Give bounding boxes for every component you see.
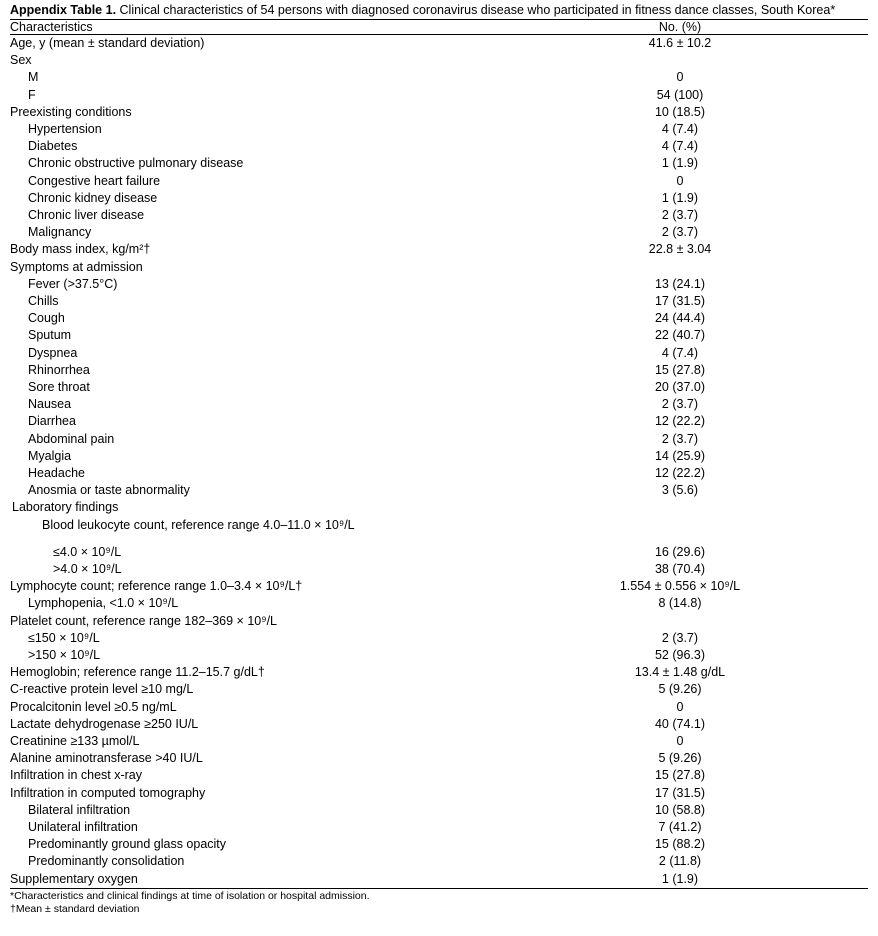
characteristic-cell: [10, 138, 550, 155]
spacer-cell: [810, 327, 868, 344]
table-row: [10, 561, 868, 578]
spacer-cell: [810, 630, 868, 647]
characteristic-label: F: [28, 87, 36, 102]
characteristic-label: >150 × 10⁹/L: [28, 647, 101, 662]
characteristic-cell: [10, 767, 550, 784]
table-row: [10, 613, 868, 630]
count-percent-cell: 1.554 ± 0.556 × 10⁹/L: [619, 579, 741, 594]
characteristic-label: Creatinine ≥133 µmol/L: [10, 733, 140, 748]
table-row: [10, 379, 868, 396]
count-percent-cell: 38 (70.4): [654, 561, 706, 576]
characteristic-cell: [10, 578, 550, 595]
footnote-mean-sd: †Mean ± standard deviation: [10, 902, 140, 915]
count-percent-cell: 1 (1.9): [661, 190, 699, 205]
characteristic-cell: [10, 733, 550, 750]
characteristic-cell: [10, 207, 550, 224]
table-row: [10, 836, 868, 853]
characteristic-cell: [10, 544, 550, 561]
spacer-cell: [810, 853, 868, 870]
table-row: [10, 750, 868, 767]
table-row: [10, 448, 868, 465]
table-row: [10, 293, 868, 310]
spacer-cell: [810, 664, 868, 681]
characteristic-cell: [10, 664, 550, 681]
count-percent-cell: 8 (14.8): [658, 596, 702, 611]
characteristic-cell: [10, 121, 550, 138]
table-row: [10, 716, 868, 733]
characteristic-cell: [10, 699, 550, 716]
characteristic-label: Supplementary oxygen: [10, 871, 138, 886]
caption-label: Appendix Table 1.: [10, 3, 117, 17]
count-percent-cell: 10 (58.8): [654, 802, 706, 817]
characteristic-label: Procalcitonin level ≥0.5 ng/mL: [10, 699, 177, 714]
characteristic-label: Blood leukocyte count, reference range 4.0–11.0 × 10⁹/L: [42, 517, 355, 532]
table-row: [10, 276, 868, 293]
spacer-cell: [810, 681, 868, 698]
characteristic-label: Bilateral infiltration: [28, 802, 131, 817]
characteristic-label: ≤150 × 10⁹/L: [28, 630, 100, 645]
spacer-cell: [810, 517, 868, 544]
characteristic-label: Sex: [10, 53, 32, 68]
characteristics-table: [10, 19, 868, 889]
spacer-cell: [810, 345, 868, 362]
spacer-cell: [810, 871, 868, 889]
count-percent-cell: 41.6 ± 10.2: [648, 36, 712, 50]
count-percent-cell: 10 (18.5): [654, 104, 706, 119]
characteristic-label: C-reactive protein level ≥10 mg/L: [10, 682, 194, 697]
table-row: [10, 785, 868, 802]
table-body: [10, 35, 868, 889]
table-row: [10, 52, 868, 69]
count-percent-cell: 22 (40.7): [654, 328, 706, 343]
count-percent-cell: 24 (44.4): [654, 311, 706, 326]
spacer-cell: [810, 750, 868, 767]
table-row: [10, 871, 868, 889]
characteristic-label: Sputum: [28, 328, 72, 343]
characteristic-label: Abdominal pain: [28, 431, 115, 446]
characteristic-cell: [10, 327, 550, 344]
count-percent-cell: 20 (37.0): [654, 380, 706, 395]
characteristic-cell: [10, 499, 550, 516]
table-row: [10, 465, 868, 482]
characteristic-cell: [10, 155, 550, 172]
characteristic-cell: [10, 173, 550, 190]
spacer-cell: [810, 499, 868, 516]
table-row: [10, 853, 868, 870]
characteristic-label: Diabetes: [28, 139, 78, 154]
count-percent-cell: 54 (100): [656, 87, 704, 102]
spacer-cell: [810, 52, 868, 69]
document: [10, 0, 868, 916]
table-row: [10, 544, 868, 561]
table-row: [10, 630, 868, 647]
spacer-cell: [810, 155, 868, 172]
characteristic-cell: [10, 561, 550, 578]
characteristic-label: Chronic obstructive pulmonary disease: [28, 156, 244, 171]
spacer-cell: [810, 413, 868, 430]
spacer-cell: [810, 802, 868, 819]
table-row: [10, 345, 868, 362]
characteristic-cell: [10, 517, 550, 544]
characteristic-cell: [10, 750, 550, 767]
table-row: [10, 241, 868, 258]
characteristic-cell: [10, 681, 550, 698]
count-percent-cell: 2 (3.7): [661, 208, 699, 223]
spacer-cell: [810, 173, 868, 190]
spacer-cell: [810, 544, 868, 561]
characteristic-cell: [10, 224, 550, 241]
characteristic-cell: [10, 259, 550, 276]
header-characteristics: Characteristics: [10, 20, 93, 34]
count-percent-cell: 15 (27.8): [654, 768, 706, 783]
table-row: [10, 595, 868, 612]
characteristic-label: Cough: [28, 311, 65, 326]
spacer-cell: [810, 613, 868, 630]
spacer-cell: [810, 190, 868, 207]
spacer-cell: [810, 396, 868, 413]
count-percent-cell: [550, 613, 810, 630]
characteristic-cell: [10, 802, 550, 819]
spacer-cell: [810, 595, 868, 612]
spacer-cell: [810, 561, 868, 578]
table-row: [10, 733, 868, 750]
spacer-cell: [810, 138, 868, 155]
table-row: [10, 819, 868, 836]
count-percent-cell: 7 (41.2): [658, 819, 702, 834]
table-row: [10, 207, 868, 224]
count-percent-cell: 0: [676, 733, 684, 748]
table-row: [10, 517, 868, 544]
spacer-cell: [810, 465, 868, 482]
characteristic-label: Predominantly consolidation: [28, 854, 185, 869]
table-row: [10, 482, 868, 499]
count-percent-cell: 40 (74.1): [654, 716, 706, 731]
characteristic-cell: [10, 836, 550, 853]
spacer-cell: [810, 647, 868, 664]
table-row: [10, 681, 868, 698]
table-row: [10, 767, 868, 784]
characteristic-label: Symptoms at admission: [10, 259, 143, 274]
spacer-cell: [810, 310, 868, 327]
characteristic-cell: [10, 431, 550, 448]
characteristic-label: Lymphocyte count; reference range 1.0–3.4 × 10⁹/L†: [10, 579, 303, 594]
spacer-cell: [810, 104, 868, 121]
characteristic-cell: [10, 52, 550, 69]
characteristic-label: Platelet count, reference range 182–369 × 10⁹/L: [10, 613, 278, 628]
characteristic-cell: [10, 69, 550, 86]
characteristic-cell: [10, 241, 550, 258]
characteristic-cell: [10, 647, 550, 664]
spacer-cell: [810, 716, 868, 733]
spacer-cell: [810, 431, 868, 448]
characteristic-cell: [10, 87, 550, 104]
characteristic-label: Lactate dehydrogenase ≥250 IU/L: [10, 716, 199, 731]
table-row: [10, 104, 868, 121]
count-percent-cell: 2 (3.7): [661, 225, 699, 240]
count-percent-cell: 0: [676, 70, 684, 85]
table-row: [10, 259, 868, 276]
table-row: [10, 431, 868, 448]
table-row: [10, 499, 868, 516]
spacer-cell: [810, 87, 868, 104]
count-percent-cell: 1 (1.9): [661, 156, 699, 171]
table-caption: [10, 0, 868, 18]
spacer-cell: [810, 482, 868, 499]
table-row: [10, 327, 868, 344]
spacer-cell: [810, 276, 868, 293]
count-percent-cell: [550, 517, 810, 544]
count-percent-cell: 4 (7.4): [661, 139, 699, 154]
characteristic-label: Chills: [28, 294, 59, 309]
count-percent-cell: 2 (3.7): [661, 431, 699, 446]
count-percent-cell: 5 (9.26): [658, 751, 702, 766]
count-percent-cell: 17 (31.5): [654, 785, 706, 800]
count-percent-cell: [550, 259, 810, 276]
table-row: [10, 173, 868, 190]
characteristic-label: Myalgia: [28, 448, 72, 463]
characteristic-cell: [10, 630, 550, 647]
characteristic-label: Alanine aminotransferase >40 IU/L: [10, 751, 203, 766]
spacer-cell: [810, 293, 868, 310]
spacer-cell: [810, 69, 868, 86]
footnote-isolation: *Characteristics and clinical findings at time of isolation or hospital admission.: [10, 889, 370, 902]
characteristic-label: M: [28, 70, 39, 85]
count-percent-cell: 15 (88.2): [654, 837, 706, 852]
characteristic-label: Unilateral infiltration: [28, 819, 138, 834]
spacer-cell: [810, 836, 868, 853]
count-percent-cell: 52 (96.3): [654, 647, 706, 662]
table-row: [10, 138, 868, 155]
table-row: [10, 69, 868, 86]
table-row: [10, 578, 868, 595]
characteristic-label: Hypertension: [28, 122, 102, 137]
characteristic-label: Predominantly ground glass opacity: [28, 837, 227, 852]
characteristic-cell: [10, 613, 550, 630]
table-row: [10, 87, 868, 104]
count-percent-cell: 22.8 ± 3.04: [648, 242, 712, 257]
spacer-cell: [810, 259, 868, 276]
count-percent-cell: 12 (22.2): [654, 414, 706, 429]
characteristic-label: Body mass index, kg/m²†: [10, 242, 151, 257]
characteristic-label: Congestive heart failure: [28, 173, 161, 188]
header-count-percent: No. (%): [658, 20, 702, 34]
table-row: [10, 699, 868, 716]
count-percent-cell: 13.4 ± 1.48 g/dL: [634, 665, 726, 680]
characteristic-cell: [10, 465, 550, 482]
table-header-row: [10, 20, 868, 35]
characteristic-cell: [10, 310, 550, 327]
table-row: [10, 190, 868, 207]
characteristic-label: Infiltration in chest x-ray: [10, 768, 142, 783]
characteristic-cell: [10, 276, 550, 293]
table-row: [10, 155, 868, 172]
table-row: [10, 396, 868, 413]
characteristic-label: Malignancy: [28, 225, 92, 240]
characteristic-cell: [10, 362, 550, 379]
caption-text: Clinical characteristics of 54 persons with diagnosed coronavirus disease who participated in fitness dance classes, South Korea*: [116, 3, 836, 17]
characteristic-label: Diarrhea: [28, 414, 76, 429]
characteristic-cell: [10, 190, 550, 207]
spacer-cell: [810, 224, 868, 241]
count-percent-cell: 17 (31.5): [654, 294, 706, 309]
count-percent-cell: 2 (3.7): [661, 397, 699, 412]
table-row: [10, 362, 868, 379]
spacer-cell: [810, 578, 868, 595]
table-row: [10, 310, 868, 327]
spacer-cell: [810, 241, 868, 258]
characteristic-label: Headache: [28, 466, 85, 481]
table-row: [10, 664, 868, 681]
characteristic-cell: [10, 293, 550, 310]
characteristic-label: Dyspnea: [28, 345, 78, 360]
characteristic-label: Fever (>37.5°C): [28, 276, 118, 291]
count-percent-cell: 16 (29.6): [654, 544, 706, 559]
table-row: [10, 35, 868, 53]
count-percent-cell: 13 (24.1): [654, 276, 706, 291]
characteristic-cell: [10, 716, 550, 733]
table-row: [10, 802, 868, 819]
characteristic-label: >4.0 × 10⁹/L: [53, 561, 122, 576]
characteristic-cell: [10, 379, 550, 396]
table-row: [10, 647, 868, 664]
spacer-cell: [810, 448, 868, 465]
table-row: [10, 413, 868, 430]
characteristic-cell: [10, 345, 550, 362]
count-percent-cell: 12 (22.2): [654, 466, 706, 481]
characteristic-label: Rhinorrhea: [28, 362, 90, 377]
spacer-cell: [810, 785, 868, 802]
count-percent-cell: 2 (11.8): [658, 854, 702, 869]
count-percent-cell: 1 (1.9): [661, 871, 699, 886]
characteristic-cell: [10, 35, 550, 53]
count-percent-cell: 2 (3.7): [661, 630, 699, 645]
characteristic-cell: [10, 396, 550, 413]
characteristic-label: Lymphopenia, <1.0 × 10⁹/L: [28, 596, 179, 611]
spacer-cell: [810, 362, 868, 379]
count-percent-cell: 5 (9.26): [658, 682, 702, 697]
count-percent-cell: 0: [676, 699, 684, 714]
characteristic-label: Age, y (mean ± standard deviation): [10, 36, 205, 50]
characteristic-cell: [10, 853, 550, 870]
count-percent-cell: 14 (25.9): [654, 448, 706, 463]
characteristic-cell: [10, 595, 550, 612]
characteristic-cell: [10, 482, 550, 499]
characteristic-label: Hemoglobin; reference range 11.2–15.7 g/dL†: [10, 665, 265, 680]
count-percent-cell: 15 (27.8): [654, 362, 706, 377]
characteristic-cell: [10, 413, 550, 430]
spacer-cell: [810, 121, 868, 138]
characteristic-cell: [10, 448, 550, 465]
count-percent-cell: 4 (7.4): [661, 122, 699, 137]
spacer-cell: [810, 767, 868, 784]
count-percent-cell: 3 (5.6): [661, 483, 699, 498]
count-percent-cell: 4 (7.4): [661, 345, 699, 360]
table-row: [10, 224, 868, 241]
characteristic-cell: [10, 819, 550, 836]
spacer-cell: [810, 699, 868, 716]
count-percent-cell: [550, 52, 810, 69]
characteristic-label: Sore throat: [28, 380, 90, 395]
spacer-cell: [810, 207, 868, 224]
header-spacer: [810, 20, 868, 35]
spacer-cell: [810, 35, 868, 53]
characteristic-label: Nausea: [28, 397, 72, 412]
characteristic-cell: [10, 785, 550, 802]
characteristic-label: Preexisting conditions: [10, 104, 132, 119]
count-percent-cell: [550, 499, 810, 516]
characteristic-label: Chronic liver disease: [28, 208, 145, 223]
spacer-cell: [810, 379, 868, 396]
spacer-cell: [810, 819, 868, 836]
count-percent-cell: 0: [676, 173, 684, 188]
characteristic-label: Infiltration in computed tomography: [10, 785, 206, 800]
characteristic-label: Anosmia or taste abnormality: [28, 483, 190, 498]
characteristic-cell: [10, 104, 550, 121]
characteristic-label: ≤4.0 × 10⁹/L: [53, 544, 122, 559]
table-row: [10, 121, 868, 138]
characteristic-label: Laboratory findings: [12, 500, 119, 515]
characteristic-cell: [10, 871, 550, 889]
spacer-cell: [810, 733, 868, 750]
characteristic-label: Chronic kidney disease: [28, 190, 158, 205]
